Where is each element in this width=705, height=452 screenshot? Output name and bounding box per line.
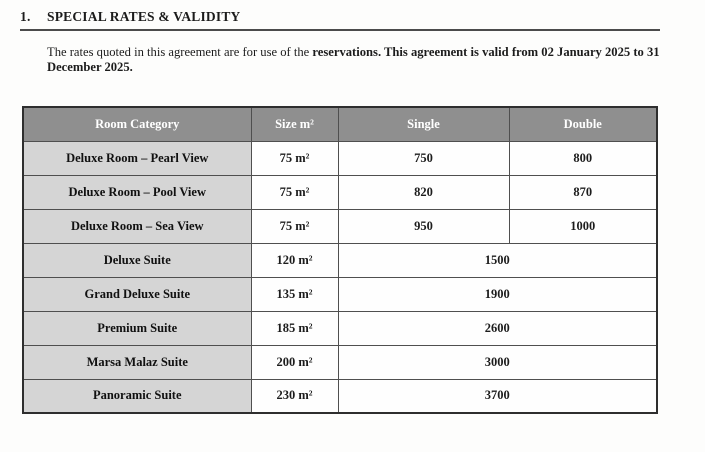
single-rate-cell: 750 — [338, 141, 509, 175]
header-row — [23, 107, 657, 142]
intro-paragraph — [47, 45, 660, 76]
table-row — [23, 379, 657, 413]
column-header: Single — [338, 107, 509, 142]
size-cell: 75 m² — [251, 175, 338, 209]
table-row — [23, 175, 657, 209]
double-rate-cell: 800 — [509, 141, 657, 175]
merged-rate-cell: 1900 — [338, 277, 657, 311]
single-rate-cell: 950 — [338, 209, 509, 243]
table-row — [23, 277, 657, 311]
rates-table — [22, 106, 658, 415]
room-category-cell: Marsa Malaz Suite — [23, 345, 251, 379]
table-body — [23, 141, 657, 413]
room-category-cell: Deluxe Room – Pearl View — [23, 141, 251, 175]
size-cell: 75 m² — [251, 141, 338, 175]
room-category-cell: Deluxe Room – Sea View — [23, 209, 251, 243]
section-heading — [20, 9, 660, 31]
table-row — [23, 311, 657, 345]
room-category-cell: Grand Deluxe Suite — [23, 277, 251, 311]
table-row — [23, 209, 657, 243]
intro-text-regular: The rates quoted in this agreement are for use of the — [47, 45, 313, 59]
size-cell: 230 m² — [251, 379, 338, 413]
room-category-cell: Panoramic Suite — [23, 379, 251, 413]
single-rate-cell: 820 — [338, 175, 509, 209]
room-category-cell: Deluxe Room – Pool View — [23, 175, 251, 209]
merged-rate-cell: 2600 — [338, 311, 657, 345]
room-category-cell: Premium Suite — [23, 311, 251, 345]
document-page — [0, 9, 705, 452]
size-cell: 200 m² — [251, 345, 338, 379]
table-row — [23, 345, 657, 379]
size-cell: 75 m² — [251, 209, 338, 243]
section-title: SPECIAL RATES & VALIDITY — [47, 9, 241, 24]
column-header: Room Category — [23, 107, 251, 142]
merged-rate-cell: 3700 — [338, 379, 657, 413]
size-cell: 185 m² — [251, 311, 338, 345]
section-number: 1. — [20, 9, 31, 24]
column-header: Size m² — [251, 107, 338, 142]
double-rate-cell: 1000 — [509, 209, 657, 243]
room-category-cell: Deluxe Suite — [23, 243, 251, 277]
size-cell: 120 m² — [251, 243, 338, 277]
merged-rate-cell: 3000 — [338, 345, 657, 379]
intro-text-bold: reservations. This agreement is valid from 02 January 2025 to 31 December 2025. — [47, 45, 660, 75]
table-row — [23, 141, 657, 175]
double-rate-cell: 870 — [509, 175, 657, 209]
merged-rate-cell: 1500 — [338, 243, 657, 277]
size-cell: 135 m² — [251, 277, 338, 311]
table-row — [23, 243, 657, 277]
column-header: Double — [509, 107, 657, 142]
